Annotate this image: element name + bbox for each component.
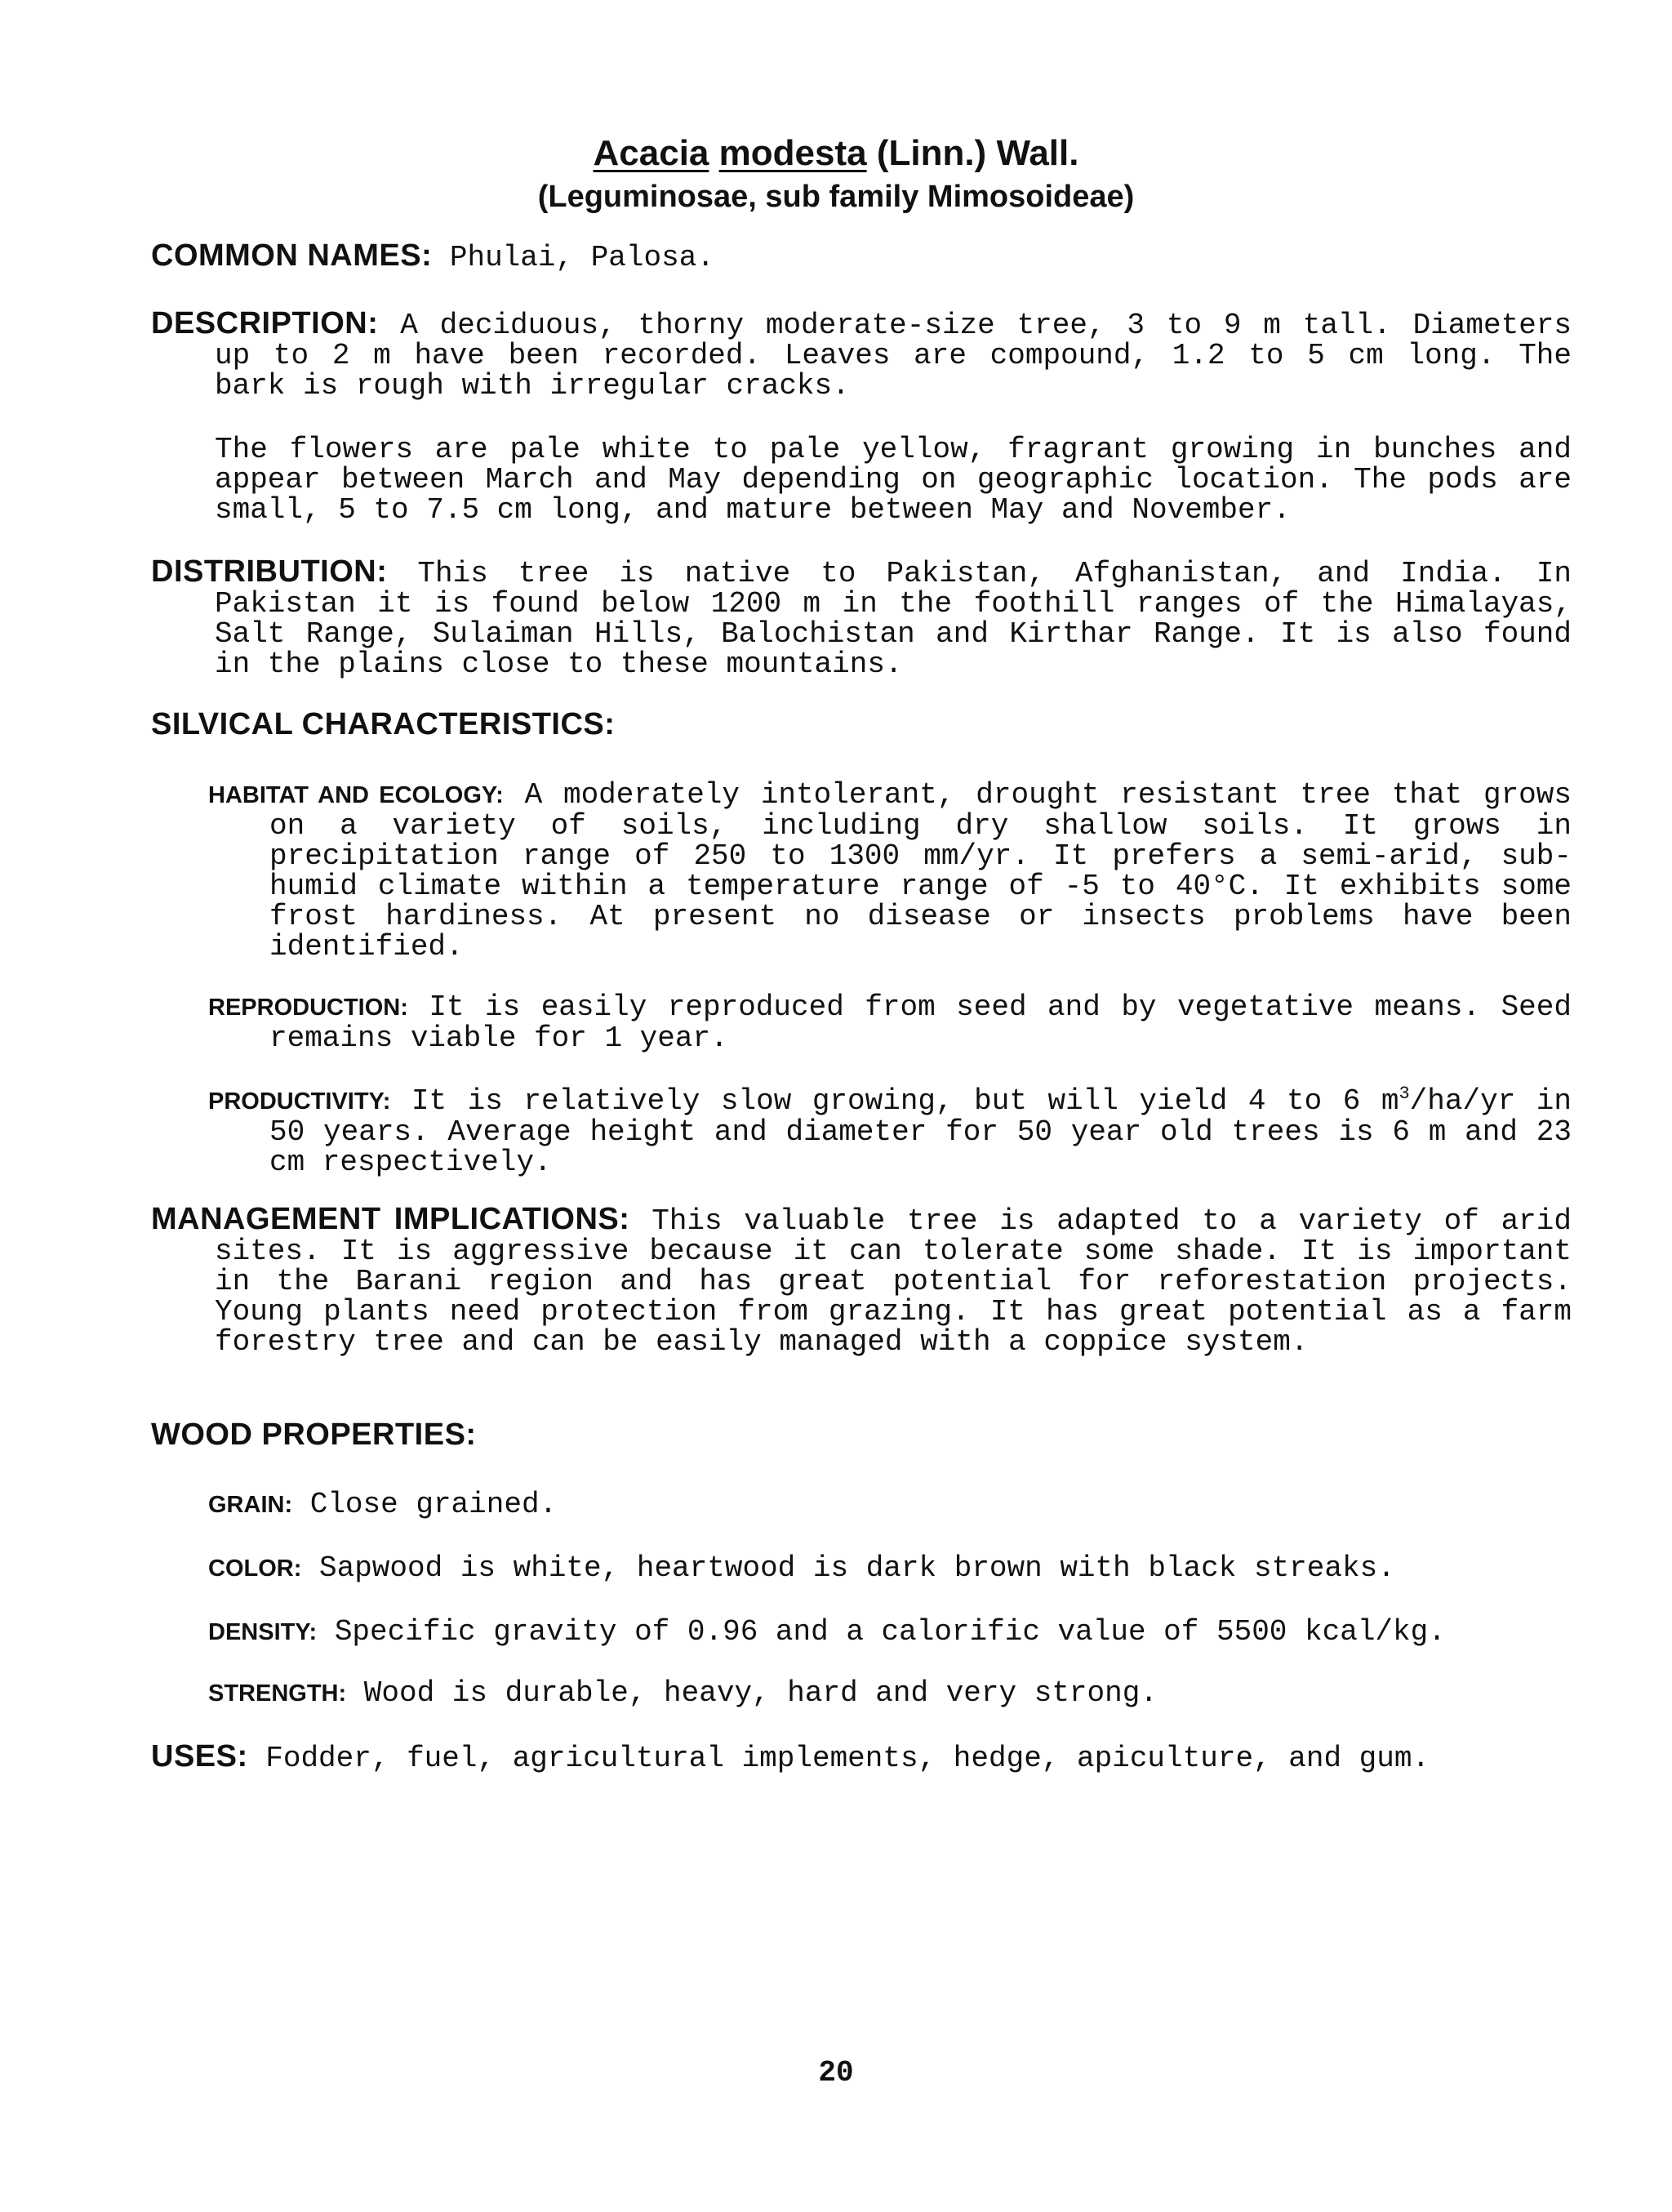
productivity-text-a: It is relatively slow growing, but will yield 4 to 6 m [411,1084,1399,1118]
management-heading: MANAGEMENT IMPLICATIONS: [151,1202,630,1236]
wood-properties-heading: WOOD PROPERTIES: [151,1418,477,1452]
reproduction-text: It is easily reproduced from seed and by vegetative means. Seed remains viable for 1 year. [269,990,1572,1055]
productivity-text-b: /ha/yr in 50 years. Average height and diameter for 50 year old trees is 6 m and 23 cm respectively. [269,1084,1572,1179]
family-name: (Leguminosae, sub family Mimosoideae) [537,180,1135,214]
reproduction-heading: REPRODUCTION: [208,995,408,1021]
description-paragraph-1: A deciduous, thorny moderate-size tree, 3 to 9 m tall. Diameters up to 2 m have been recorded. Leaves are compound, 1.2 to 5 cm long. The bark is rough with irregular cracks. [215,309,1572,403]
silvical-heading: SILVICAL CHARACTERISTICS: [151,707,616,741]
uses-text: Fodder, fuel, agricultural implements, hedge, apiculture, and gum. [265,1742,1430,1775]
description-heading: DESCRIPTION: [151,306,379,340]
common-names-section [151,238,1572,274]
reproduction-section [208,992,1572,1053]
strength-text: Wood is durable, heavy, hard and very strong. [363,1676,1158,1710]
grain-text: Close grained. [309,1488,558,1521]
habitat-text: A moderately intolerant, drought resistant tree that grows on a variety of soils, including dry shallow soils. It grows in precipitation range of 250 to 1300 mm/yr. It prefers a semi-arid, sub-humid climate within a temperature range of -5 to 40°C. It exhibits some frost hardiness. At present no disease or insects problems have been identified. [269,778,1572,964]
common-names-heading: COMMON NAMES: [151,238,433,273]
strength-row [208,1678,1572,1709]
management-text: This valuable tree is adapted to a variety of arid sites. It is aggressive because it can tolerate some shade. It is important in the Barani region and has great potential for reforestation projects. Young plants need protection from grazing. It has great potential as a farm forestry tree and can be easily managed with a coppice system. [215,1204,1572,1359]
page-number: 20 [818,2056,854,2090]
description-paragraph-2-block [215,434,1572,525]
grain-row [208,1489,1572,1520]
strength-heading: STRENGTH: [208,1680,347,1707]
uses-section [151,1739,1572,1775]
distribution-section [151,554,1572,681]
description-paragraph-2: The flowers are pale white to pale yellow, fragrant growing in bunches and appear between March and May depending on geographic location. The pods are small, 5 to 7.5 cm long, and mature between May and November. [215,433,1572,527]
species: modesta [718,133,867,173]
density-text: Specific gravity of 0.96 and a calorific value of 5500 kcal/kg. [334,1615,1446,1649]
productivity-heading: PRODUCTIVITY: [208,1088,391,1115]
grain-heading: GRAIN: [208,1492,293,1518]
color-row [208,1553,1572,1584]
productivity-section [208,1086,1572,1177]
wood-heading-block [151,1418,1572,1453]
species-title [0,131,1672,176]
habitat-section [208,780,1572,962]
distribution-text: This tree is native to Pakistan, Afghanistan, and India. In Pakistan it is found below 1200 m in the foothill ranges of the Himalayas, Salt Range, Sulaiman Hills, Balochistan and Kirthar Range. It is also found in the plains close to these mountains. [215,557,1572,681]
productivity-superscript: 3 [1399,1084,1410,1104]
habitat-heading: HABITAT AND ECOLOGY: [208,782,504,808]
title-block [0,131,1672,217]
uses-heading: USES: [151,1739,248,1774]
distribution-heading: DISTRIBUTION: [151,554,388,589]
management-section [151,1204,1572,1357]
common-names-text: Phulai, Palosa. [449,241,714,274]
color-text: Sapwood is white, heartwood is dark brown with black streaks. [318,1551,1395,1585]
color-heading: COLOR: [208,1556,302,1582]
density-heading: DENSITY: [208,1619,318,1645]
genus: Acacia [593,133,709,173]
silvical-heading-block [151,707,1572,742]
density-row [208,1617,1572,1648]
description-section [151,306,1572,403]
authority: (Linn.) Wall. [876,133,1079,173]
